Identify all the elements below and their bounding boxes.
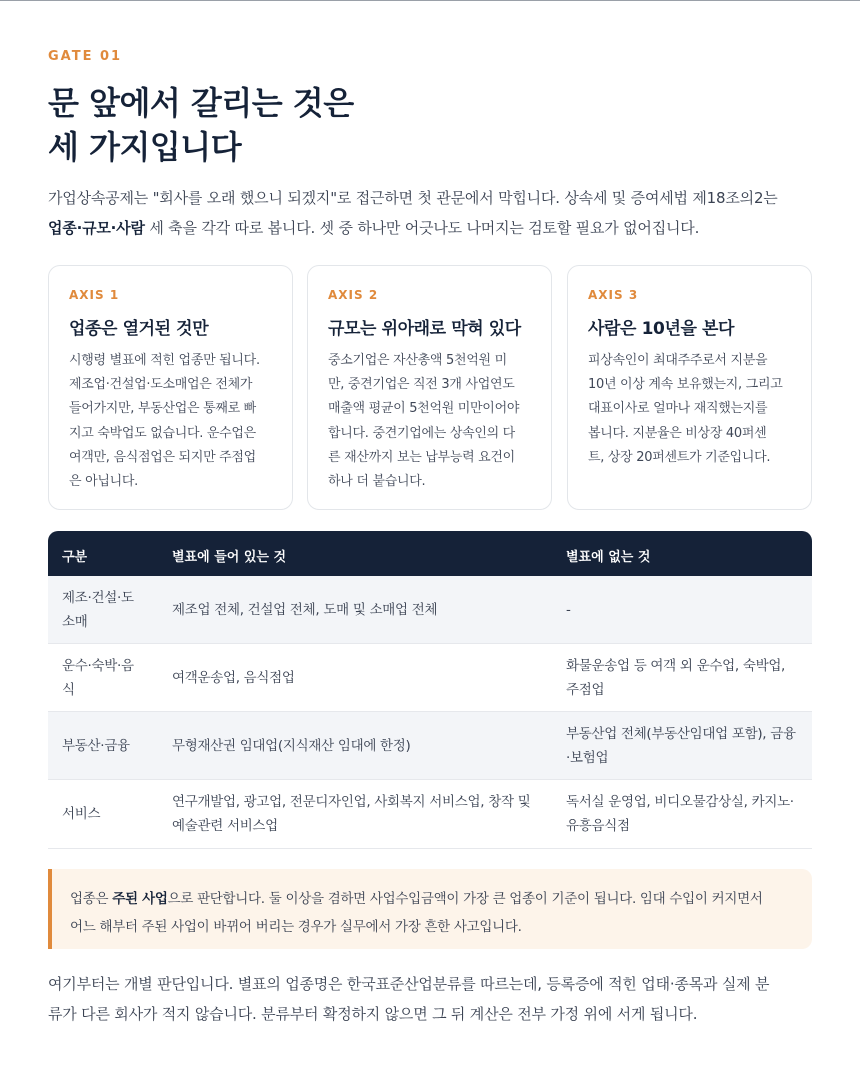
axis-heading: 규모는 위아래로 막혀 있다 xyxy=(328,319,521,339)
table-cell xyxy=(566,722,806,770)
title-line-2: 세 가지입니다 xyxy=(48,128,242,166)
intro-bold-axes: 업종·규모·사람 xyxy=(48,219,145,237)
column-header: 별표에 없는 것 xyxy=(566,550,651,565)
axis-body-line: 10년 이상 계속 보유했는지, 그리고 xyxy=(588,377,783,393)
axis-label: AXIS 2 xyxy=(328,288,379,302)
cell-line: 여객운송업, 음식점업 xyxy=(172,670,295,686)
intro-line-1: 가업상속공제는 "회사를 오래 했으니 되겠지"로 접근하면 첫 관문에서 막힙니다. 상속세 및 증여세법 제18조의2는 xyxy=(48,189,778,207)
table-row xyxy=(48,644,812,712)
column-header: 별표에 들어 있는 것 xyxy=(172,550,287,565)
axis-body-line: 봅니다. 지분율은 비상장 40퍼센 xyxy=(588,425,767,441)
table-cell xyxy=(566,654,806,702)
table-cell xyxy=(62,654,157,702)
table-cell xyxy=(172,666,552,690)
cell-line: 부동산·금융 xyxy=(62,738,130,754)
cell-line: 화물운송업 등 여객 외 운수업, 숙박업, xyxy=(566,658,786,674)
axis-body-line: 른 재산까지 보는 납부능력 요건이 xyxy=(328,449,515,465)
table-header xyxy=(48,531,812,576)
axis-body-line: 대표이사로 얼마나 재직했는지를 xyxy=(588,401,768,417)
table-cell xyxy=(566,598,806,622)
cell-line: 부동산업 전체(부동산임대업 포함), 금융 xyxy=(566,726,796,742)
cell-line: 주점업 xyxy=(566,682,605,698)
cell-line: - xyxy=(566,602,571,618)
axis-body-line: 시행령 별표에 적힌 업종만 됩니다. xyxy=(69,353,260,368)
axis-body-line: 매출액 평균이 5천억원 미만이어야 xyxy=(328,401,520,417)
cell-line: 유흥음식점 xyxy=(566,818,630,834)
note-text: 으로 판단합니다. 둘 이상을 겸하면 사업수입금액이 가장 큰 업종이 기준이 됩니다. 임대 수입이 커지면서 xyxy=(167,891,763,907)
axis-body xyxy=(69,349,272,494)
table-cell xyxy=(62,734,157,758)
cell-line: 독서실 운영업, 비디오물감상실, 카지노· xyxy=(566,794,794,810)
callout-note xyxy=(48,869,812,949)
axis-label: AXIS 1 xyxy=(69,288,120,302)
table-cell xyxy=(566,790,806,838)
note-bold: 주된 사업 xyxy=(112,891,168,907)
cell-line: 소매 xyxy=(62,614,88,630)
cell-line: ·보험업 xyxy=(566,750,609,766)
axis-body-line: 합니다. 중견기업에는 상속인의 다 xyxy=(328,425,515,441)
axis-cards xyxy=(48,265,812,510)
table-cell xyxy=(172,734,552,758)
table-cell xyxy=(62,802,157,826)
cell-line: 예술관련 서비스업 xyxy=(172,818,278,834)
axis-body-line: 제조업·건설업·도소매업은 전체가 xyxy=(69,377,253,393)
axis-body xyxy=(328,349,531,494)
note-line-1 xyxy=(70,885,794,913)
axis-body-line: 여객만, 음식점업은 되지만 주점업 xyxy=(69,449,256,465)
table-row xyxy=(48,780,812,849)
axis-body-line: 중소기업은 자산총액 5천억원 미 xyxy=(328,353,507,368)
axis-heading: 사람은 10년을 본다 xyxy=(588,319,735,339)
cell-line: 제조업 전체, 건설업 전체, 도매 및 소매업 전체 xyxy=(172,602,438,618)
table-cell xyxy=(172,790,552,838)
axis-body-line: 피상속인이 최대주주로서 지분을 xyxy=(588,353,768,368)
axis-body-line: 은 아닙니다. xyxy=(69,474,138,490)
table-cell xyxy=(62,586,157,634)
outro-line-1: 여기부터는 개별 판단입니다. 별표의 업종명은 한국표준산업분류를 따르는데, 등록증에 적힌 업태·종목과 실제 분 xyxy=(48,975,770,993)
axis-body xyxy=(588,349,791,470)
axis-label: AXIS 3 xyxy=(588,288,639,302)
title-line-1: 문 앞에서 갈리는 것은 xyxy=(48,84,354,122)
column-header: 구분 xyxy=(62,550,88,565)
axis-card-1 xyxy=(48,265,293,510)
cell-line: 식 xyxy=(62,682,75,698)
table-row xyxy=(48,576,812,644)
outro-line-2: 류가 다른 회사가 적지 않습니다. 분류부터 확정하지 않으면 그 뒤 계산은 전부 가정 위에 서게 됩니다. xyxy=(48,1005,698,1023)
cell-line: 운수·숙박·음 xyxy=(62,658,134,674)
axis-body-line: 지고 숙박업도 없습니다. 운수업은 xyxy=(69,425,256,441)
cell-line: 서비스 xyxy=(62,806,101,822)
note-text: 업종은 xyxy=(70,891,113,907)
axis-body-line: 들어가지만, 부동산업은 통째로 빠 xyxy=(69,401,256,417)
table-row xyxy=(48,712,812,780)
axis-body-line: 트, 상장 20퍼센트가 기준입니다. xyxy=(588,449,771,465)
section-eyebrow: GATE 01 xyxy=(48,49,123,64)
cell-line: 무형재산권 임대업(지식재산 임대에 한정) xyxy=(172,738,411,754)
cell-line: 연구개발업, 광고업, 전문디자인업, 사회복지 서비스업, 창작 및 xyxy=(172,794,531,810)
outro-paragraph xyxy=(48,969,812,1029)
intro-paragraph xyxy=(48,183,812,243)
note-line-2: 어느 해부터 주된 사업이 바뀌어 버리는 경우가 실무에서 가장 흔한 사고입니다. xyxy=(70,919,522,935)
axis-card-3 xyxy=(567,265,812,510)
axis-heading: 업종은 열거된 것만 xyxy=(69,319,209,339)
axis-card-2 xyxy=(307,265,552,510)
axis-body-line: 만, 중견기업은 직전 3개 사업연도 xyxy=(328,377,515,393)
cell-line: 제조·건설·도 xyxy=(62,590,134,606)
industry-table xyxy=(48,531,812,849)
intro-line-2: 세 축을 각각 따로 봅니다. 셋 중 하나만 어긋나도 나머지는 검토할 필요가 없어집니다. xyxy=(144,219,700,237)
page-title xyxy=(48,81,354,169)
table-cell xyxy=(172,598,552,622)
axis-body-line: 하나 더 붙습니다. xyxy=(328,474,426,490)
